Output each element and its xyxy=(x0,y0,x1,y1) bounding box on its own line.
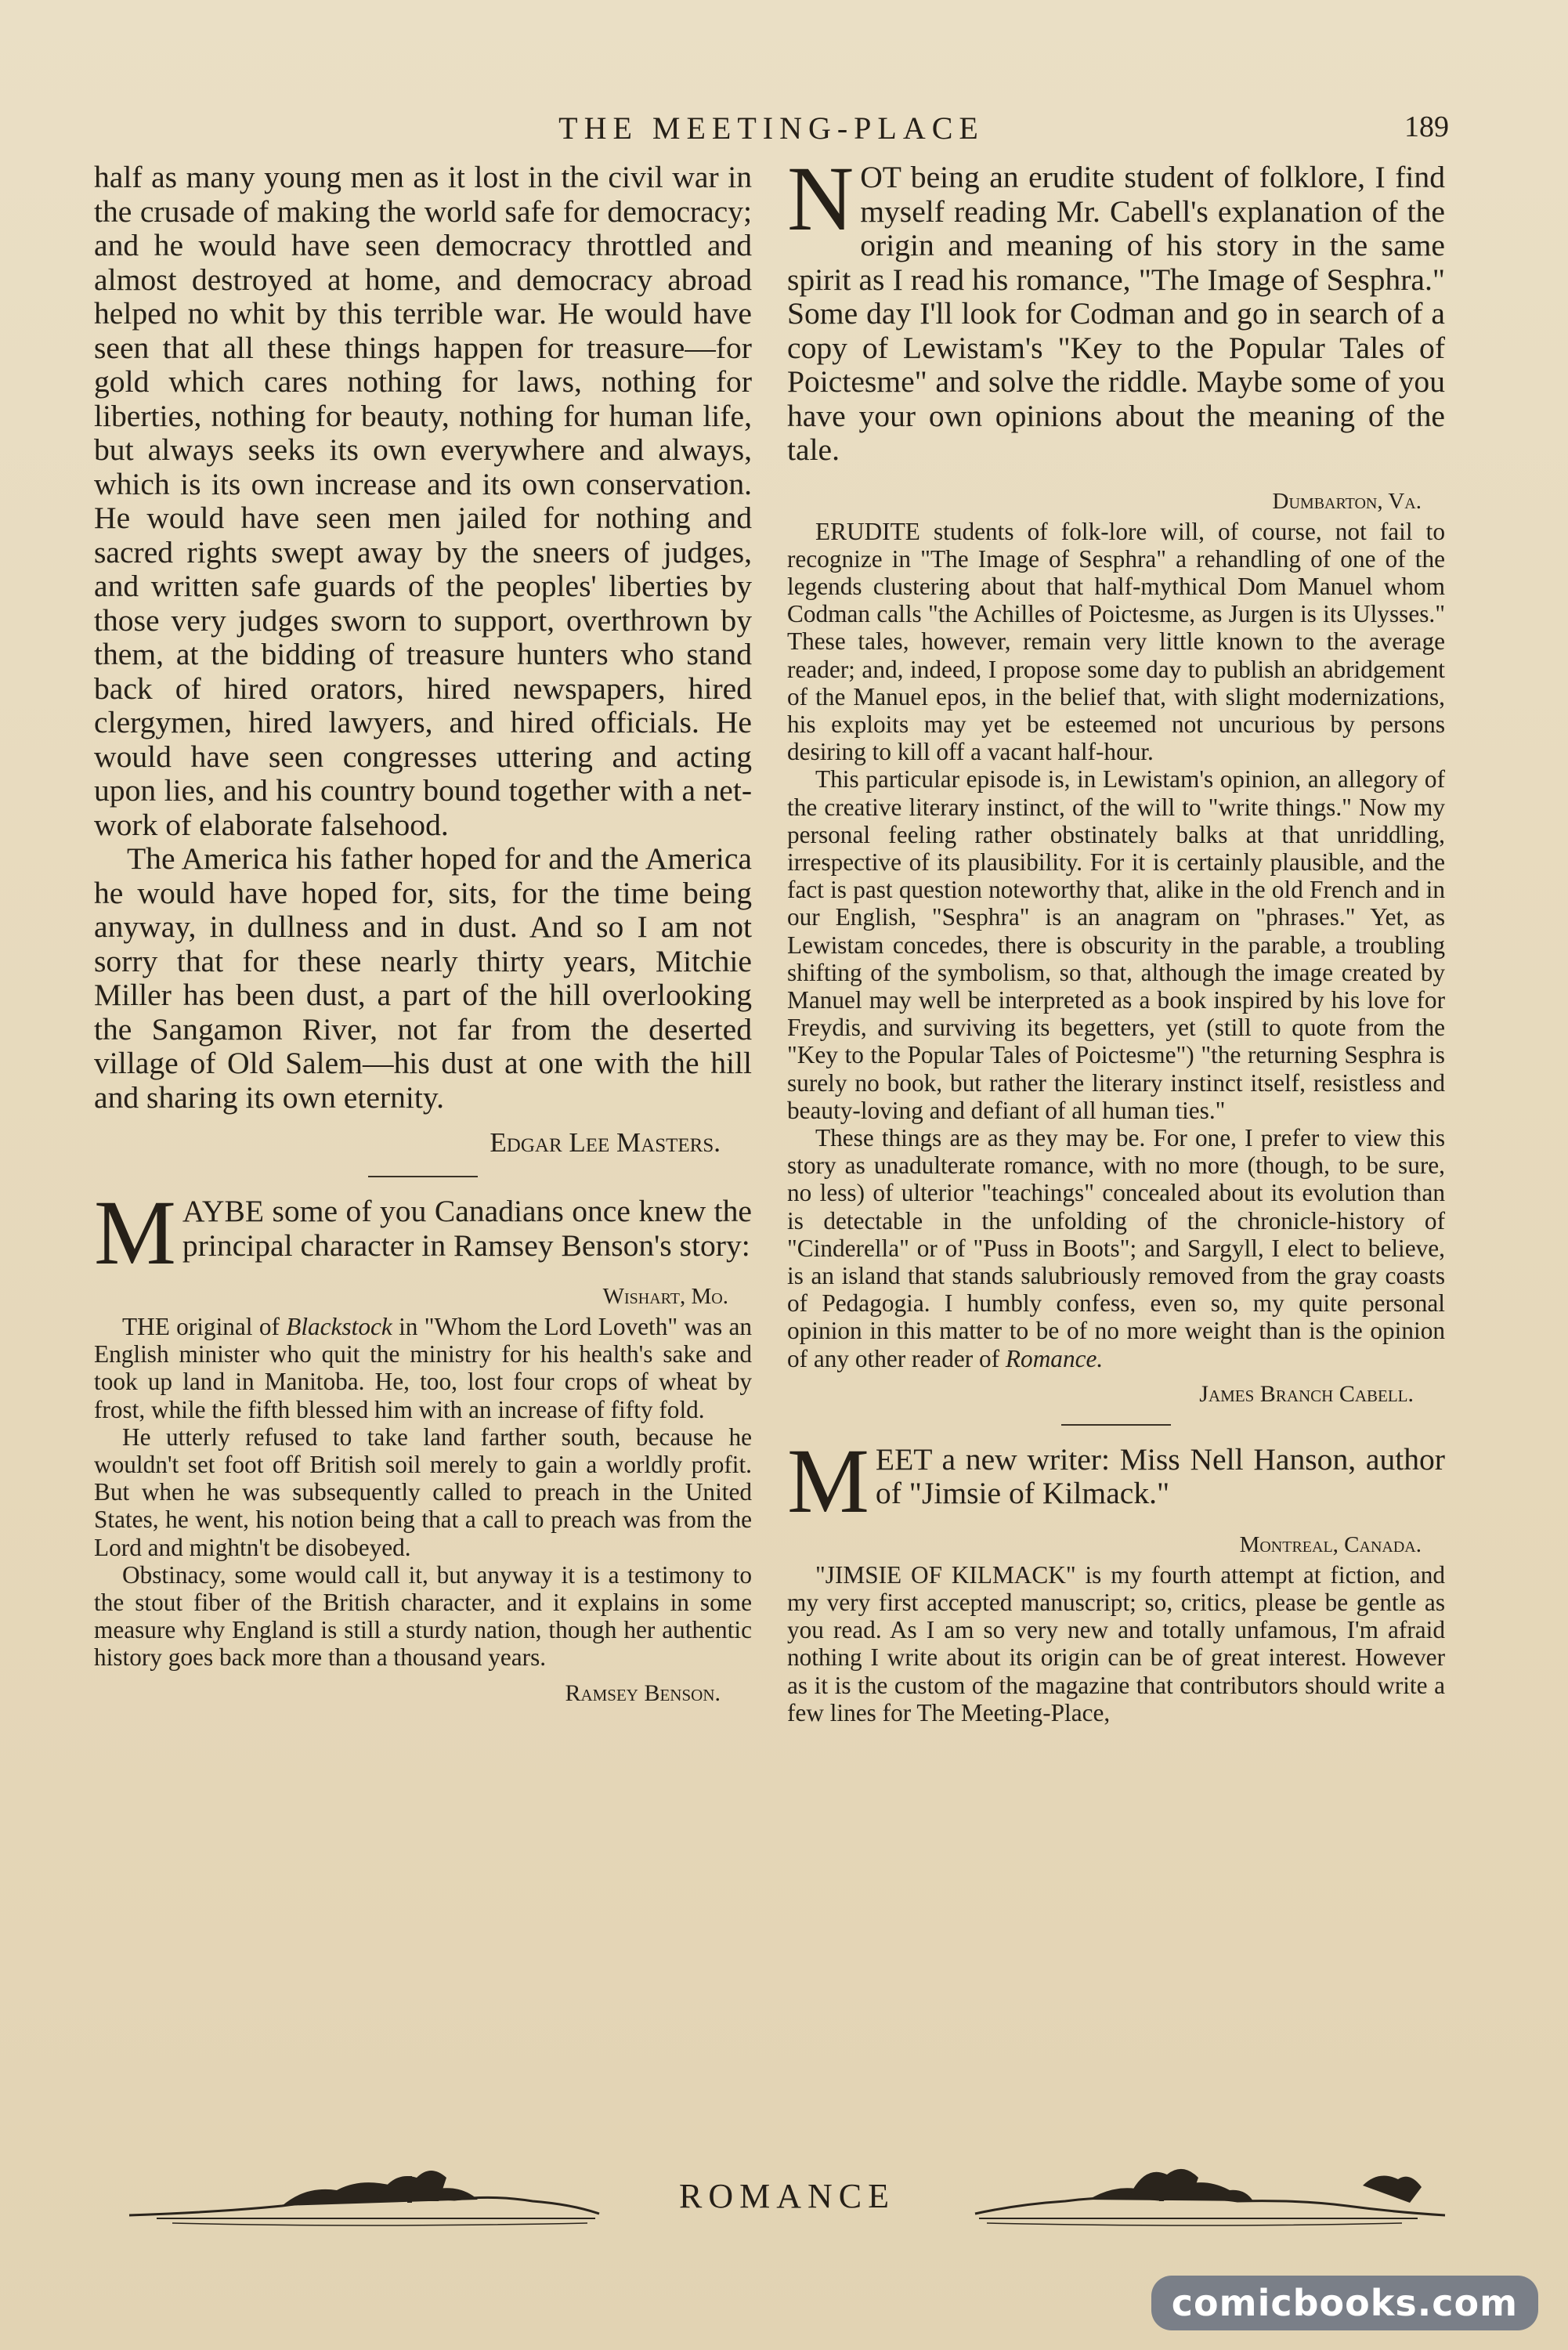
landscape-ornament-icon xyxy=(971,2154,1449,2232)
dateline-dumbarton: Dumbarton, Va. xyxy=(1272,488,1422,514)
benson-intro xyxy=(94,1181,752,1284)
drop-cap: M xyxy=(94,1181,176,1284)
running-title: THE MEETING-PLACE xyxy=(558,110,985,146)
magazine-name: ROMANCE xyxy=(678,2177,896,2215)
section-divider xyxy=(1061,1424,1171,1426)
dateline-wishart: Wishart, Mo. xyxy=(602,1284,728,1309)
drop-cap: N xyxy=(787,147,854,250)
page-header xyxy=(94,110,1449,157)
left-column xyxy=(94,161,752,1709)
dateline-montreal: Montreal, Canada. xyxy=(1239,1531,1422,1557)
section-divider xyxy=(368,1176,478,1177)
signature-cabell: James Branch Cabell. xyxy=(1199,1380,1414,1407)
hanson-intro-text: EET a new writer: Miss Nell Hanson, author of "Jimsie of Kilmack." xyxy=(875,1441,1445,1511)
page-number: 189 xyxy=(1404,110,1449,143)
benson-p1-end: in "Whom the Lord Loveth" was an English minister who quit the ministry for his health's sake and took up land in Manitoba. He, too, lost four crops of wheat by frost, while the fifth blessed him with an increase of fifty fold. xyxy=(94,1313,752,1423)
signature-masters: Edgar Lee Masters. xyxy=(490,1127,721,1158)
benson-letter-paragraph-3: Obstinacy, some would call it, but anyway it is a testimony to the stout fiber of the British character, and it explains in some measure why England is still a sturdy nation, though her authentic history goes back more than a thousand years. xyxy=(94,1560,752,1672)
cabell-p3-text: These things are as they may be. For one, I prefer to view this story as unadulterate romance, with no more (though, to be sure, no less) of ulterior "teachings" concealed about its evolution than is detectable in the unfolding of the chronicle-history of "Cinderella" or of "Puss in Boots"; and Sargyll, I elect to believe, is an island that stands salubriously removed from the gray coasts of Pedagogia. I humbly confess, even so, my quite personal opinion in this matter to be of no more weight than is the opinion of any other reader of xyxy=(787,1123,1445,1372)
signature-benson: Ramsey Benson. xyxy=(565,1679,721,1706)
cabell-letter-paragraph-2: This particular episode is, in Lewistam's opinion, an allegory of the creative literary instinct, of the will to "write things." Now my personal feeling rather obstinately balks at that unriddling, irrespective of its plausibility. For it is certainly plausible, and the fact is past question noteworthy that, alike in the old French and in our English, "Sesphra" is an anagram on "phrases." Yet, as Lewistam concedes, there is obscurity in the parable, a troubling shifting of the symbolism, so that, although the image created by Manuel may well be interpreted as a book inspired by his love for Freydis, and surviving its begetters, yet (still to quote from the "Key to the Popular Tales of Poictesme") "the returning Sesphra is surely no book, but rather the literary instinct itself, resistless and beauty-loving and defiant of all human ties." xyxy=(787,765,1445,1124)
masters-paragraph-1: half as many young men as it lost in the civil war in the crusade of making the world safe for democracy; and he would have seen democracy throttled and almost destroyed at home, and democracy abroad helped no whit by this terrible war. He would have seen that all these things happen for treasure—for gold which cares nothing for laws, nothing for liberties, nothing for beauty, nothing for human life, but always seeks its own everywhere and always, which is its own increase and its own conservation. He would have seen men jailed for nothing and sacred rights swept away by the sneers of judges, and written safe guards of the peoples' liberties by those very judges sworn to support, overthrown by them, at the bidding of treasure hunters who stand back of hired orators, hired newspapers, hired clergymen, hired lawyers, and hired officials. He would have seen congresses uttering and acting upon lies, and his country bound together with a net-work of elaborate falsehood. xyxy=(94,160,752,842)
cabell-p3-italic: Romance. xyxy=(1005,1344,1104,1372)
cabell-letter-paragraph-1: ERUDITE students of folk-lore will, of course, not fail to recognize in "The Image of Sesphra" a rehandling of one of the legends clustering about that half-mythical Dom Manuel whom Codman calls "the Achilles of Poictesme, as Jurgen is its Ulysses." These tales, however, remain very little known to the average reader; and, indeed, I propose some day to publish an abridgement of the Manuel epos, in the belief that, with slight modernizations, his exploits may yet be esteemed not uncurious by persons desiring to kill off a vacant half-hour. xyxy=(787,517,1445,766)
benson-letter-paragraph-2: He utterly refused to take land farther south, because he wouldn't set foot off British soil merely to gain a worldly profit. But when he was subsequently called to preach in the United States, he went, his notion being that a call to preach was from the Lord and mightn't be disobeyed. xyxy=(94,1423,752,1561)
hanson-letter-paragraph-1: "JIMSIE OF KILMACK" is my fourth attempt at fiction, and my very first accepted manuscript; so, critics, please be gentle as you read. As I am so very new and totally unfamous, I'm afraid nothing I write about its origin can be of great interest. However as it is the custom of the magazine that contributors should write a few lines for The Meeting-Place, xyxy=(787,1560,1445,1726)
benson-intro-text: AYBE some of you Canadians once knew the principal character in Ramsey Benson's story: xyxy=(182,1194,752,1263)
benson-p1-start: THE original of xyxy=(122,1313,287,1340)
site-watermark: comicbooks.com xyxy=(1151,2276,1538,2330)
right-column xyxy=(787,147,1445,1726)
page-footer xyxy=(125,2154,1449,2240)
benson-letter-paragraph-1 xyxy=(94,1313,752,1423)
cabell-intro-text: OT being an erudite student of folklore, I find myself reading Mr. Cabell's explanation of the origin and meaning of his story in the same spirit as I read his romance, "The Image of Sesphra." Some day I'll look for Codman and go in search of a copy of Lewistam's "Key to the Popular Tales of Poictesme" and solve the riddle. Maybe some of you have your own opinions about the meaning of the tale. xyxy=(787,160,1445,467)
masters-paragraph-2: The America his father hoped for and the America he would have hoped for, sits, for the time being anyway, in dullness and in dust. And so I am not sorry that for these nearly thirty years, Mitchie Miller has been dust, a part of the hill overlooking the Sangamon River, not far from the deserted village of Old Salem—his dust at one with the hill and sharing its own eternity. xyxy=(94,841,752,1115)
cabell-intro xyxy=(787,147,1445,468)
cabell-letter-paragraph-3 xyxy=(787,1124,1445,1372)
benson-p1-italic: Blackstock xyxy=(286,1313,392,1340)
drop-cap: M xyxy=(787,1429,869,1532)
hanson-intro xyxy=(787,1429,1445,1532)
